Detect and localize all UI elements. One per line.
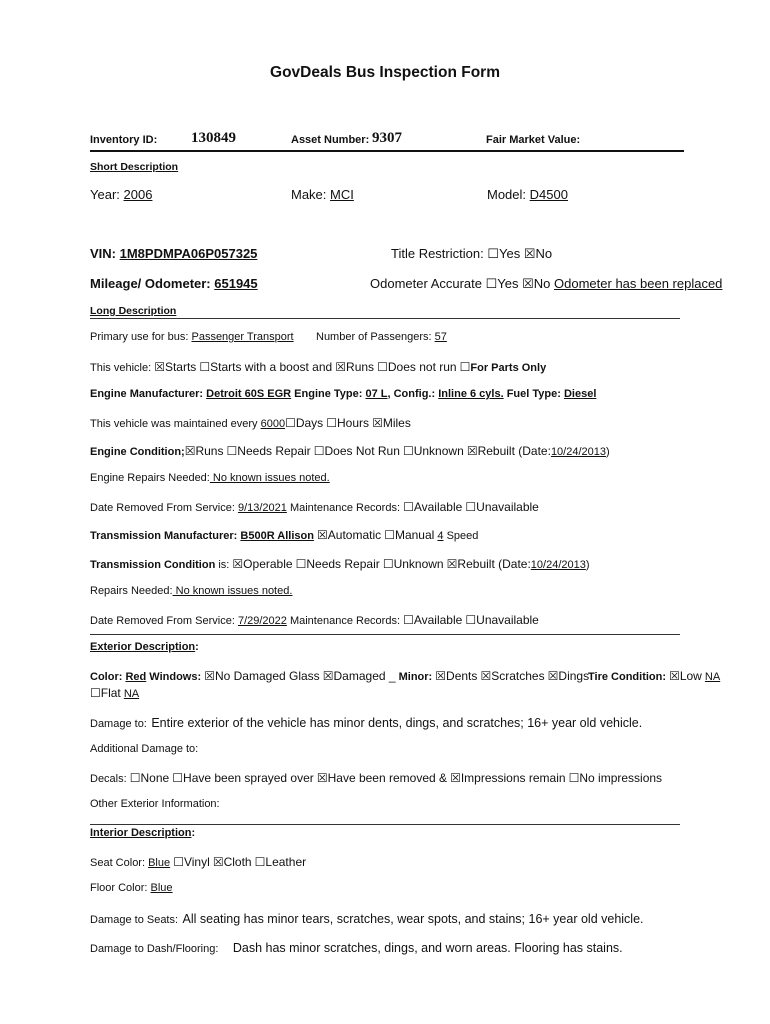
asset-number-value: 9307 — [372, 130, 402, 146]
floor-color-label: Floor Color: — [90, 882, 148, 894]
header-divider — [90, 150, 684, 152]
does-not-run-checkbox[interactable]: ☐Does not run — [377, 360, 457, 374]
tire-low-value: NA — [704, 671, 721, 683]
engine-repairs-label: Engine Repairs Needed: — [90, 472, 210, 484]
engine-runs-checkbox[interactable]: ☒Runs — [184, 444, 224, 458]
runs-checkbox[interactable]: ☒Runs — [335, 360, 375, 374]
trans-records-available[interactable]: ☐Available — [403, 613, 463, 627]
exterior-damage-value: Entire exterior of the vehicle has minor dents, dings, and scratches; 16+ year old vehicle. — [151, 716, 643, 730]
odometer-accurate-label: Odometer Accurate — [370, 276, 482, 291]
year-label: Year: — [90, 187, 120, 202]
odometer-note: Odometer has been replaced — [554, 276, 723, 291]
decals-row — [90, 771, 662, 785]
trans-rebuilt-checkbox[interactable]: ☒Rebuilt (Date: — [446, 557, 531, 571]
transmission-manufacturer-label: Transmission Manufacturer: — [90, 530, 238, 542]
speed-count: 4 — [437, 530, 444, 542]
transmission-condition-is: is: — [215, 559, 230, 571]
hours-checkbox[interactable]: ☐Hours — [326, 416, 370, 430]
seat-color-row — [90, 855, 306, 869]
passengers-label: Number of Passengers: — [316, 331, 432, 343]
asset-number-label: Asset Number: — [291, 134, 370, 146]
trans-rebuilt-close: ) — [585, 559, 590, 571]
floor-color-row — [90, 882, 173, 894]
transmission-condition-label: Transmission Condition — [90, 559, 216, 571]
make-value: MCI — [330, 187, 354, 202]
exterior-divider — [90, 634, 680, 635]
engine-condition-row — [90, 444, 610, 458]
odometer-yes[interactable]: ☐Yes — [485, 276, 519, 291]
seat-color-value: Blue — [148, 857, 171, 869]
vin-field — [90, 246, 257, 261]
year-field — [90, 187, 152, 202]
long-description-divider — [90, 318, 680, 319]
cloth-checkbox[interactable]: ☒Cloth — [212, 855, 252, 869]
inventory-id-value: 130849 — [191, 130, 236, 146]
exterior-heading-colon: : — [195, 641, 199, 653]
engine-rebuilt-checkbox[interactable]: ☒Rebuilt (Date: — [466, 444, 551, 458]
for-parts-label: For Parts Only — [470, 362, 547, 374]
decals-none-checkbox[interactable]: ☐None — [129, 771, 170, 785]
dash-damage-value: Dash has minor scratches, dings, and worn areas. Flooring has stains. — [232, 941, 623, 955]
engine-does-not-run-checkbox[interactable]: ☐Does Not Run — [313, 444, 400, 458]
primary-use-label: Primary use for bus: — [90, 331, 189, 343]
starts-with-boost-checkbox[interactable]: ☐Starts with a boost and — [199, 360, 333, 374]
form-title: GovDeals Bus Inspection Form — [270, 64, 500, 81]
maintenance-label: This vehicle was maintained every — [90, 418, 258, 430]
engine-type-value: 07 L — [365, 388, 388, 400]
additional-damage-label: Additional Damage to: — [90, 743, 199, 755]
windows-label: Windows: — [149, 671, 202, 683]
no-damaged-glass-checkbox[interactable]: ☒No Damaged Glass — [204, 669, 320, 683]
fuel-type-value: Diesel — [563, 388, 597, 400]
vinyl-checkbox[interactable]: ☐Vinyl — [173, 855, 210, 869]
miles-checkbox[interactable]: ☒Miles — [372, 416, 411, 430]
engine-unknown-checkbox[interactable]: ☐Unknown — [402, 444, 464, 458]
title-restriction-yes[interactable]: ☐Yes — [487, 246, 521, 261]
interior-heading — [90, 827, 195, 839]
trans-removed-label: Date Removed From Service: — [90, 615, 235, 627]
model-label: Model: — [487, 187, 527, 202]
tire-flat-value: NA — [123, 688, 140, 700]
trans-removed-date: 7/29/2022 — [237, 615, 287, 627]
engine-condition-label: Engine Condition; — [90, 446, 185, 458]
trans-records-label: Maintenance Records: — [289, 615, 401, 627]
trans-rebuilt-date: 10/24/2013 — [530, 559, 586, 571]
model-field — [487, 187, 568, 202]
color-label: Color: — [90, 671, 123, 683]
engine-records-available[interactable]: ☐Available — [403, 500, 463, 514]
passengers-value: 57 — [434, 331, 447, 343]
inventory-id-label: Inventory ID: — [90, 134, 158, 146]
interior-heading-colon: : — [191, 827, 196, 839]
decals-impressions-checkbox[interactable]: ☒Impressions remain — [450, 771, 566, 785]
engine-records-label: Maintenance Records: — [289, 502, 401, 514]
days-checkbox[interactable]: ☐Days — [285, 416, 324, 430]
engine-rebuilt-close: ) — [606, 446, 610, 458]
damaged-glass-checkbox[interactable]: ☒Damaged _ — [322, 669, 396, 683]
other-exterior-label: Other Exterior Information: — [90, 798, 220, 810]
exterior-color-row — [90, 669, 589, 683]
transmission-row — [90, 528, 478, 542]
for-parts-checkbox[interactable]: ☐ — [459, 360, 471, 374]
engine-repairs-value: No known issues noted. — [209, 472, 330, 484]
tire-flat-checkbox[interactable]: ☐Flat — [90, 686, 121, 700]
operable-checkbox[interactable]: ☒Operable — [232, 557, 293, 571]
floor-color-value: Blue — [150, 882, 173, 894]
engine-manufacturer-label: Engine Manufacturer: — [90, 388, 204, 400]
trans-repairs-row — [90, 585, 292, 597]
automatic-checkbox[interactable]: ☒Automatic — [317, 528, 382, 542]
trans-repairs-label: Repairs Needed: — [90, 585, 173, 597]
minor-label: Minor: — [398, 671, 433, 683]
tire-condition-field — [588, 669, 720, 683]
tire-low-checkbox[interactable]: ☒Low — [669, 669, 702, 683]
trans-removed-row — [90, 613, 539, 627]
engine-manufacturer-value: Detroit 60S EGR — [206, 388, 292, 400]
fuel-type-label: Fuel Type: — [506, 388, 561, 400]
year-value: 2006 — [123, 187, 153, 202]
dings-checkbox[interactable]: ☒Dings — [547, 669, 590, 683]
seat-color-label: Seat Color: — [90, 857, 146, 869]
mileage-field — [90, 276, 258, 291]
decals-removed-checkbox[interactable]: ☒Have been removed & — [316, 771, 448, 785]
make-label: Make: — [291, 187, 327, 202]
fair-market-value-label: Fair Market Value: — [486, 134, 581, 146]
scratches-checkbox[interactable]: ☒Scratches — [480, 669, 545, 683]
primary-use-field — [90, 331, 294, 343]
decals-no-impressions-checkbox[interactable]: ☐No impressions — [568, 771, 663, 785]
decals-label: Decals: — [90, 773, 127, 785]
speed-label: Speed — [443, 530, 479, 542]
engine-records-unavailable[interactable]: ☐Unavailable — [465, 500, 539, 514]
vehicle-status-label: This vehicle: — [90, 362, 152, 374]
seat-damage-value: All seating has minor tears, scratches, wear spots, and stains; 16+ year old vehicle. — [182, 912, 644, 926]
vin-label: VIN: — [90, 246, 116, 261]
passengers-field — [316, 331, 447, 343]
make-field — [291, 187, 354, 202]
trans-repairs-value: No known issues noted. — [172, 585, 293, 597]
dents-checkbox[interactable]: ☒Dents — [435, 669, 478, 683]
config-label: , Config.: — [387, 388, 436, 400]
tire-flat-field — [90, 686, 139, 700]
config-value: Inline 6 cyls. — [438, 388, 504, 400]
title-restriction-no[interactable]: ☒No — [523, 246, 553, 261]
leather-checkbox[interactable]: ☐Leather — [254, 855, 307, 869]
title-restriction-field — [391, 246, 552, 262]
dash-damage-label: Damage to Dash/Flooring: — [90, 943, 219, 955]
trans-unknown-checkbox[interactable]: ☐Unknown — [382, 557, 444, 571]
engine-row — [90, 388, 596, 400]
exterior-heading — [90, 641, 199, 653]
engine-needs-repair-checkbox[interactable]: ☐Needs Repair — [226, 444, 311, 458]
long-description-heading: Long Description — [90, 305, 177, 317]
primary-use-value: Passenger Transport — [191, 331, 294, 343]
color-value: Red — [125, 671, 147, 683]
maintenance-value: 6000 — [260, 418, 286, 430]
tire-condition-label: Tire Condition: — [588, 671, 667, 683]
engine-removed-label: Date Removed From Service: — [90, 502, 235, 514]
transmission-condition-row — [90, 557, 590, 571]
trans-records-unavailable[interactable]: ☐Unavailable — [465, 613, 539, 627]
exterior-damage-label: Damage to: — [90, 718, 147, 730]
exterior-heading-text: Exterior Description — [90, 641, 196, 653]
vin-value: 1M8PDMPA06P057325 — [119, 246, 258, 261]
odometer-no[interactable]: ☒No — [522, 276, 551, 291]
engine-type-label: Engine Type: — [294, 388, 363, 400]
mileage-label: Mileage/ Odometer: — [90, 276, 211, 291]
engine-rebuilt-date: 10/24/2013 — [550, 446, 606, 458]
seat-damage-label: Damage to Seats: — [90, 914, 179, 926]
mileage-value: 651945 — [214, 276, 258, 291]
interior-heading-text: Interior Description — [90, 827, 192, 839]
engine-repairs-row — [90, 472, 330, 484]
short-description-heading: Short Description — [90, 161, 179, 173]
vehicle-status-row — [90, 360, 546, 374]
trans-needs-repair-checkbox[interactable]: ☐Needs Repair — [295, 557, 380, 571]
decals-sprayed-checkbox[interactable]: ☐Have been sprayed over — [172, 771, 314, 785]
title-restriction-label: Title Restriction: — [391, 246, 484, 261]
engine-removed-row — [90, 500, 539, 514]
manual-checkbox[interactable]: ☐Manual — [384, 528, 435, 542]
starts-checkbox[interactable]: ☒Starts — [154, 360, 197, 374]
odometer-accurate-field — [370, 276, 722, 292]
dash-damage-row — [90, 939, 623, 957]
engine-removed-date: 9/13/2021 — [237, 502, 287, 514]
transmission-manufacturer-value: B500R Allison — [240, 530, 314, 542]
maintenance-row — [90, 416, 411, 430]
seat-damage-row — [90, 910, 644, 928]
exterior-damage-row — [90, 714, 642, 732]
model-value: D4500 — [529, 187, 568, 202]
interior-divider — [90, 824, 680, 825]
